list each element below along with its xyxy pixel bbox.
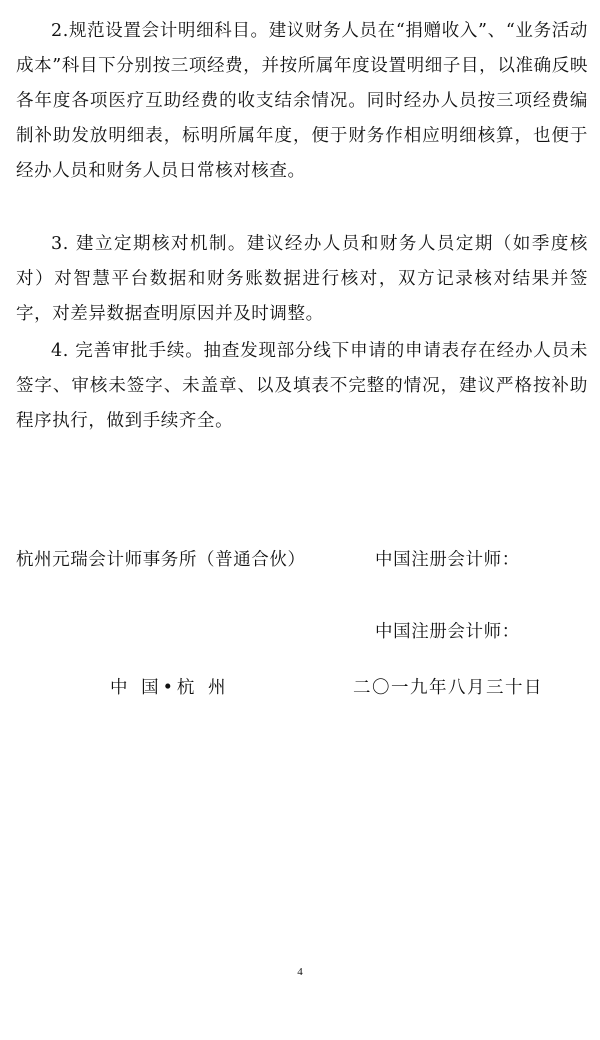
firm-name: 杭州元瑞会计师事务所（普通合伙）	[16, 550, 306, 570]
cpa-signature-line-2: 中国注册会计师：	[375, 622, 520, 642]
paragraph-reconciliation-mechanism: 3. 建立定期核对机制。建议经办人员和财务人员定期（如季度核对）对智慧平台数据和财务账数据进行核对，双方记录核对结果并签字，对差异数据查明原因并及时调整。	[16, 234, 588, 324]
cpa-signature-line-1: 中国注册会计师：	[375, 550, 520, 570]
paragraph-approval-procedures: 4. 完善审批手续。抽查发现部分线下申请的申请表存在经办人员未签字、审核未签字、未盖章、以及填表不完整的情况，建议严格按补助程序执行，做到手续齐全。	[16, 341, 588, 431]
signing-date: 二〇一九年八月三十日	[353, 678, 543, 698]
page-number: 4	[297, 966, 303, 978]
signing-place: 中 国•杭 州	[110, 678, 230, 698]
paragraph-accounting-subjects: 2.规范设置会计明细科目。建议财务人员在“捐赠收入”、“业务活动成本”科目下分别按三项经费，并按所属年度设置明细子目，以准确反映各年度各项医疗互助经费的收支结余情况。同时经办人员按三项经费编制补助发放明细表，标明所属年度，便于财务作相应明细核算，也便于经办人员和财务人员日常核对核查。	[16, 21, 588, 181]
